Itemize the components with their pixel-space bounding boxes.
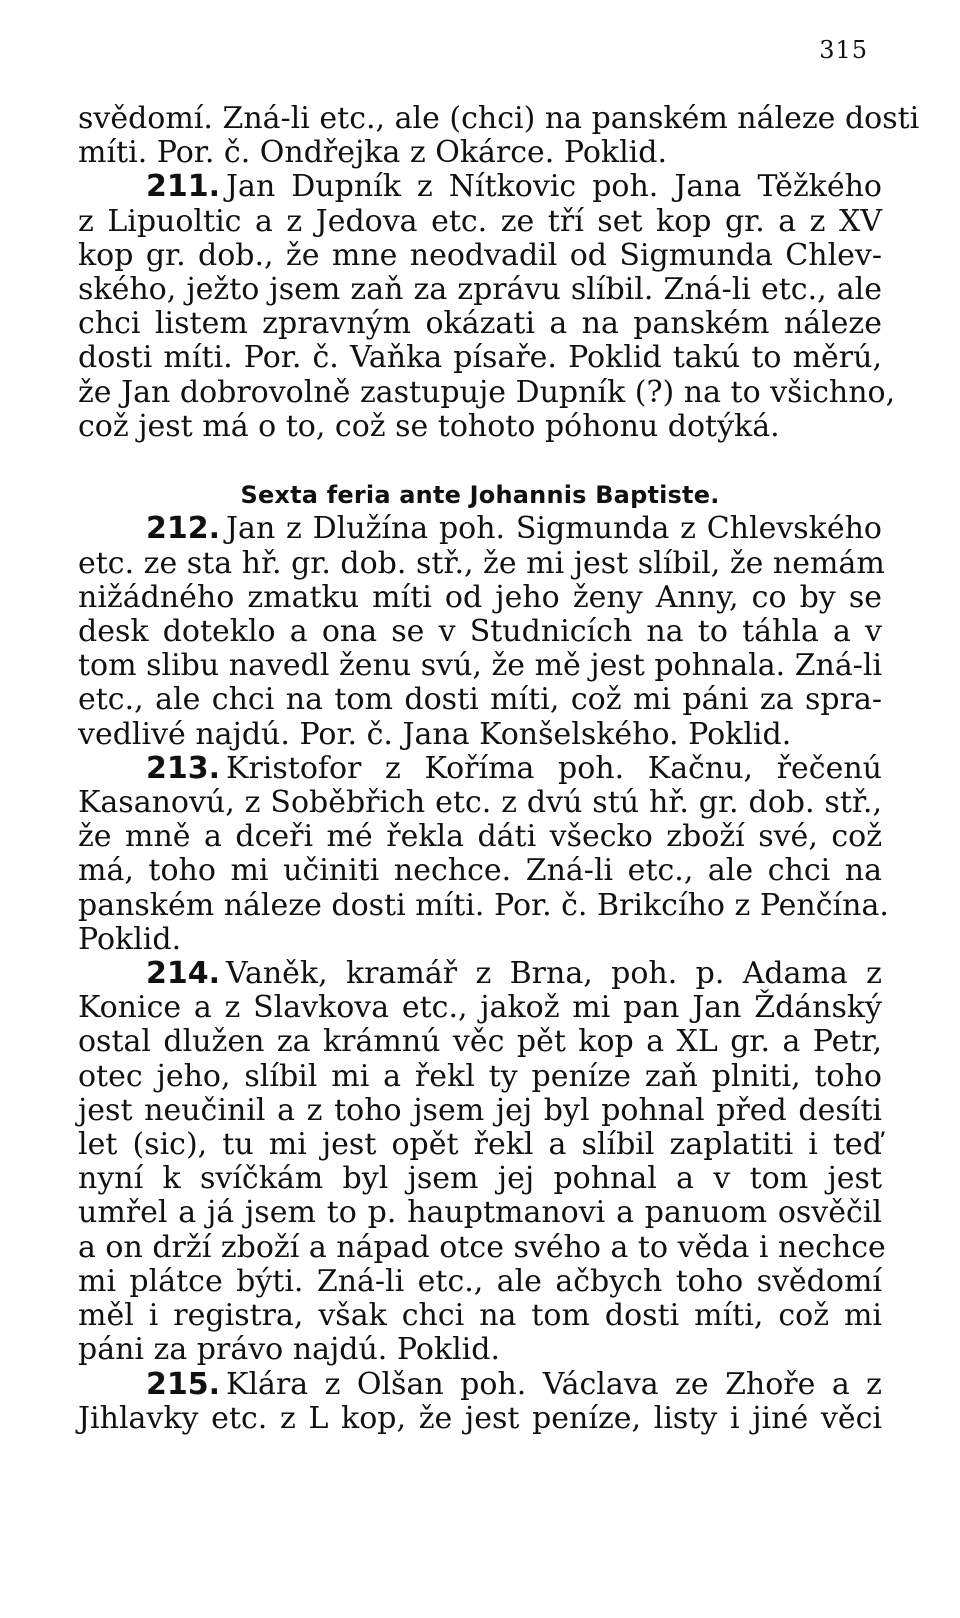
text-line: let (sic), tu mi jest opět řekl a slíbil zaplatiti i teď bbox=[78, 1127, 882, 1163]
entry-214-first-line bbox=[78, 957, 882, 991]
text-line: že Jan dobrovolně zastupuje Dupník (?) na to všichno, bbox=[78, 374, 896, 410]
entry-number: 215. bbox=[146, 1366, 221, 1402]
text-line: vedlivé najdú. Por. č. Jana Konšelského. Poklid. bbox=[78, 716, 792, 752]
text-line: kop gr. dob., že mne neodvadil od Sigmunda Chlev- bbox=[78, 237, 882, 273]
text-line: jest neučinil a z toho jsem jej byl pohnal před desíti bbox=[78, 1092, 882, 1128]
text-line: tom slibu navedl ženu svú, že mě jest pohnala. Zná-li bbox=[78, 648, 883, 684]
entry-number: 214. bbox=[146, 956, 221, 992]
text-line: otec jeho, slíbil mi a řekl ty peníze zaň plniti, toho bbox=[78, 1058, 882, 1094]
text-line: ostal dlužen za krámnú věc pět kop a XL gr. a Petr, bbox=[78, 1024, 882, 1060]
text-line: Vaněk, kramář z Brna, poh. p. Adama z bbox=[226, 956, 882, 992]
text-line: a on drží zboží a nápad otce svého a to věda i nechce bbox=[78, 1229, 886, 1265]
text-line: páni za právo najdú. Poklid. bbox=[78, 1332, 500, 1368]
text-line: ského, ježto jsem zaň za zprávu slíbil. Zná-li etc., ale bbox=[78, 272, 882, 308]
text-line: Klára z Olšan poh. Václava ze Zhoře a z bbox=[226, 1366, 882, 1402]
text-line: panském náleze dosti míti. Por. č. Brikcího z Penčína. bbox=[78, 887, 889, 923]
text-line: nyní k svíčkám byl jsem jej pohnal a v tom jest bbox=[78, 1161, 882, 1197]
section-heading: Sexta feria ante Johannis Baptiste. bbox=[240, 481, 720, 510]
page-text bbox=[78, 101, 920, 1436]
text-line: Kasanovú, z Soběbřich etc. z dvú stú hř. gr. dob. stř., bbox=[78, 785, 882, 821]
text-line: měl i registra, však chci na tom dosti míti, což mi bbox=[78, 1298, 882, 1334]
entry-215-first-line bbox=[78, 1368, 882, 1402]
text-line: Jan z Dlužína poh. Sigmunda z Chlevského bbox=[226, 511, 882, 547]
text-line: etc., ale chci na tom dosti míti, což mi páni za spra- bbox=[78, 682, 882, 718]
page-number: 315 bbox=[819, 36, 868, 64]
entry-212-first-line bbox=[78, 512, 882, 546]
text-line: nižádného zmatku míti od jeho ženy Anny, co by se bbox=[78, 579, 882, 615]
text-line: etc. ze sta hř. gr. dob. stř., že mi jest slíbil, že nemám bbox=[78, 545, 885, 581]
entry-number: 212. bbox=[146, 511, 221, 547]
text-line: Konice a z Slavkova etc., jakož mi pan Jan Ždánský bbox=[78, 990, 882, 1026]
text-line: Poklid. bbox=[78, 921, 182, 957]
text-line: že mně a dceři mé řekla dáti všecko zboží své, což bbox=[78, 819, 882, 855]
text-line: dosti míti. Por. č. Vaňka písaře. Poklid takú to měrú, bbox=[78, 340, 882, 376]
entry-number: 213. bbox=[146, 750, 221, 786]
text-line: Kristofor z Kořímа poh. Kačnu, řečenú bbox=[226, 750, 882, 786]
entry-213-first-line bbox=[78, 752, 882, 786]
text-line: desk doteklo a ona se v Studnicích na to táhla a v bbox=[78, 614, 882, 650]
text-line: svědomí. Zná-li etc., ale (chci) na panském náleze dosti bbox=[78, 101, 920, 136]
blank-line bbox=[78, 444, 882, 478]
text-line: Jihlavky etc. z L kop, že jest peníze, listy i jiné věci bbox=[78, 1400, 882, 1436]
text-line: chci listem zpravným okázati a na panském náleze bbox=[78, 306, 882, 342]
text-line: z Lipuoltic a z Jedova etc. ze tří set kop gr. a z XV bbox=[78, 203, 882, 239]
entry-number: 211. bbox=[146, 169, 221, 205]
text-line: míti. Por. č. Ondřejka z Okárce. Poklid. bbox=[78, 135, 668, 171]
text-line: umřel a já jsem to p. hauptmanovi a panuom osvěčil bbox=[78, 1195, 882, 1231]
text-line: má, toho mi učiniti nechce. Zná-li etc., ale chci na bbox=[78, 853, 882, 889]
entry-211-first-line bbox=[78, 170, 882, 204]
text-line: což jest má o to, což se tohoto póhonu dotýká. bbox=[78, 408, 780, 444]
text-line: Jan Dupník z Nítkovic poh. Jana Těžkého bbox=[226, 169, 882, 205]
text-line: mi plátce býti. Zná-li etc., ale ačbych toho svědomí bbox=[78, 1263, 882, 1299]
